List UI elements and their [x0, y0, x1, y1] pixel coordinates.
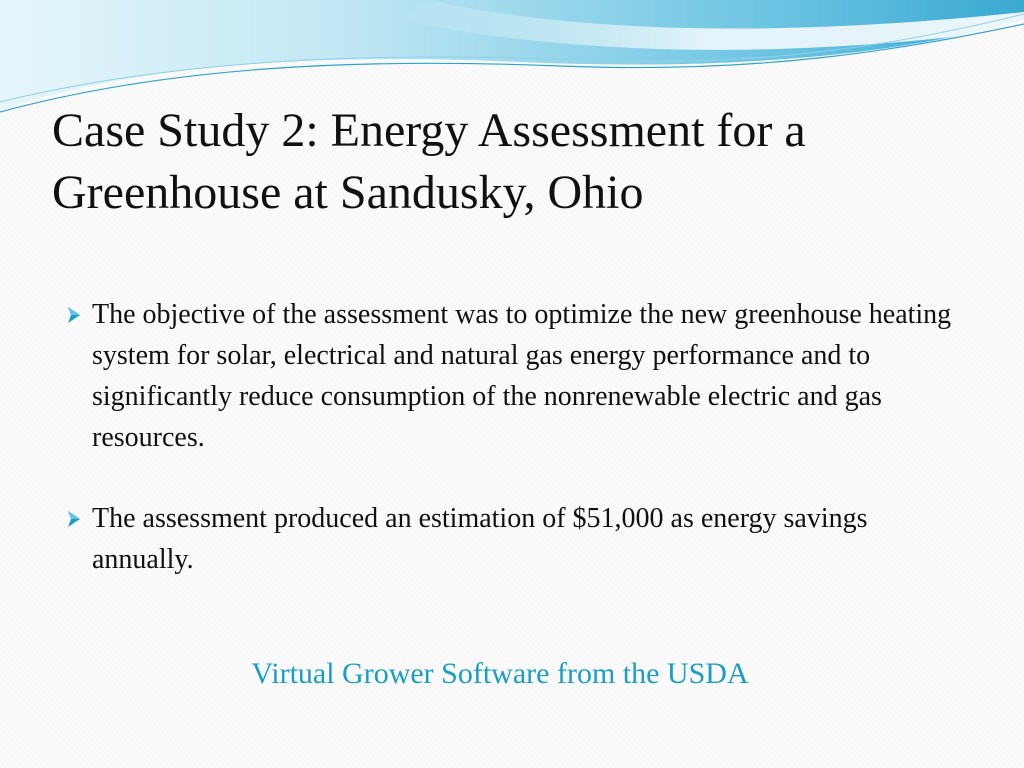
- bullet-text: The assessment produced an estimation of $51,000 as energy savings annually.: [92, 503, 868, 575]
- slide-title: Case Study 2: Energy Assessment for a Greenhouse at Sandusky, Ohio: [52, 104, 806, 219]
- bullet-text: The objective of the assessment was to optimize the new greenhouse heating system for solar, electrical and natural gas energy performance and to significantly reduce consumption of the nonrenewable electric and gas resources.: [92, 299, 952, 453]
- arrow-bullet-icon: [64, 305, 84, 325]
- bullet-list: [62, 294, 972, 580]
- bullet-item: [62, 498, 972, 580]
- source-credit-text: Virtual Grower Software from the USDA: [251, 657, 749, 690]
- arrow-bullet-icon: [64, 509, 84, 529]
- bullet-item: [62, 294, 972, 458]
